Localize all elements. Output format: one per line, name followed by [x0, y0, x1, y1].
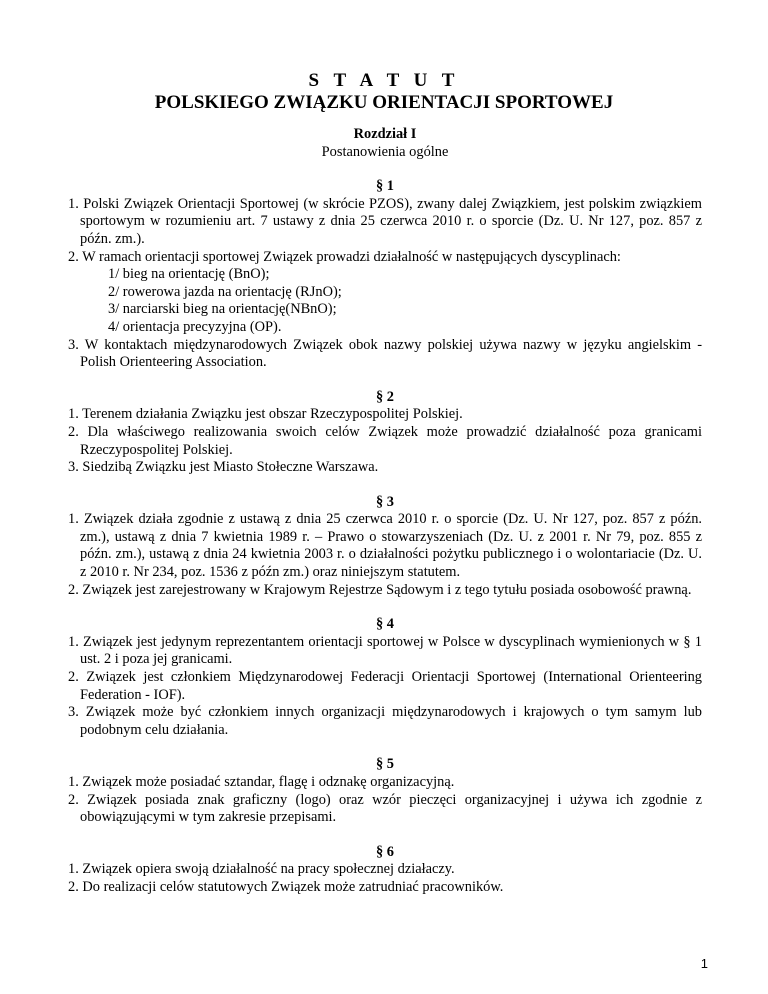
- list-item: 1. Polski Związek Orientacji Sportowej (w skrócie PZOS), zwany dalej Związkiem, jest polskim związkiem sportowym w rozumieniu art. 7 ustawy z dnia 25 czerwca 2010 r. o sporcie (Dz. U. Nr 127, poz. 857 z późn. zm.).: [68, 195, 702, 247]
- list-item: 1. Związek jest jedynym reprezentantem orientacji sportowej w Polsce w dyscyplinach wymienionych w § 1 ust. 2 i poza jej granicami.: [68, 633, 702, 668]
- section-2-list: [68, 406, 702, 476]
- section-6-label: § 6: [376, 843, 394, 860]
- section-1-label: § 1: [376, 178, 394, 195]
- page-number: 1: [700, 956, 708, 971]
- list-item: [68, 249, 702, 337]
- discipline-item: 1/ bieg na orientację (BnO);: [108, 266, 270, 283]
- list-item: 3. Siedzibą Związku jest Miasto Stołeczne Warszawa.: [68, 459, 379, 476]
- document-title: S T A T U T: [308, 70, 460, 91]
- section-1-list: [68, 196, 702, 372]
- section-5-list: [68, 774, 702, 827]
- document-body: [68, 126, 702, 897]
- discipline-item: 2/ rowerowa jazda na orientację (RJnO);: [108, 283, 342, 300]
- section-2-label: § 2: [376, 388, 394, 405]
- section-5-label: § 5: [376, 756, 394, 773]
- disciplines-list: [80, 266, 702, 336]
- list-item: 3. W kontaktach międzynarodowych Związek obok nazwy polskiej używa nazwy w języku angielskim - Polish Orienteering Association.: [68, 336, 702, 371]
- list-item: 2. Związek jest zarejestrowany w Krajowym Rejestrze Sądowym i z tego tytułu posiada osobowość prawną.: [68, 581, 692, 598]
- list-item: 2. Związek jest członkiem Międzynarodowej Federacji Orientacji Sportowej (International Orienteering Federation - IOF).: [68, 669, 702, 703]
- section-4-label: § 4: [376, 616, 394, 633]
- list-item: 1. Związek działa zgodnie z ustawą z dnia 25 czerwca 2010 r. o sporcie (Dz. U. Nr 127, poz. 857 z późn. zm.), ustawą z dnia 7 kwietnia 1989 r. – Prawo o stowarzyszeniach (Dz. U. z 2001 r. Nr 79, poz. 855 z późn. zm.), ustawą z dnia 24 kwietnia 2003 r. o działalności pożytku publicznego i o wolontariacie (Dz. U. z 2010 r. Nr 234, poz. 1536 z późn zm.) oraz niniejszym statutem.: [68, 511, 702, 581]
- document-subtitle: POLSKIEGO ZWIĄZKU ORIENTACJI SPORTOWEJ: [154, 92, 614, 113]
- list-item: 1. Związek może posiadać sztandar, flagę i odznakę organizacyjną.: [68, 774, 455, 790]
- chapter-heading: Rozdział I: [353, 126, 417, 142]
- section-3-label: § 3: [376, 493, 394, 510]
- list-item: 2. Do realizacji celów statutowych Związek może zatrudniać pracowników.: [68, 878, 504, 895]
- section-4-list: [68, 634, 702, 740]
- list-item: 2. Dla właściwego realizowania swoich celów Związek może prowadzić działalność poza granicami Rzeczypospolitej Polskiej.: [68, 423, 702, 458]
- list-item: 2. Związek posiada znak graficzny (logo) oraz wzór pieczęci organizacyjnej i używa ich zgodnie z obowiązującymi w tym zakresie przepisami.: [68, 791, 702, 826]
- chapter-subtitle: Postanowienia ogólne: [321, 143, 449, 160]
- discipline-item: 3/ narciarski bieg na orientację(NBnO);: [108, 301, 337, 318]
- list-item: 3. Związek może być członkiem innych organizacji międzynarodowych i krajowych o tym samym lub podobnym celu działania.: [68, 704, 702, 738]
- discipline-item: 4/ orientacja precyzyjna (OP).: [108, 318, 282, 335]
- section-6-list: [68, 861, 702, 896]
- list-item: 1. Związek opiera swoją działalność na pracy społecznej działaczy.: [68, 861, 455, 878]
- list-item: 1. Terenem działania Związku jest obszar Rzeczypospolitej Polskiej.: [68, 406, 463, 423]
- list-item-text: 2. W ramach orientacji sportowej Związek prowadzi działalność w następujących dyscyplinach:: [68, 248, 621, 265]
- section-3-list: [68, 511, 702, 599]
